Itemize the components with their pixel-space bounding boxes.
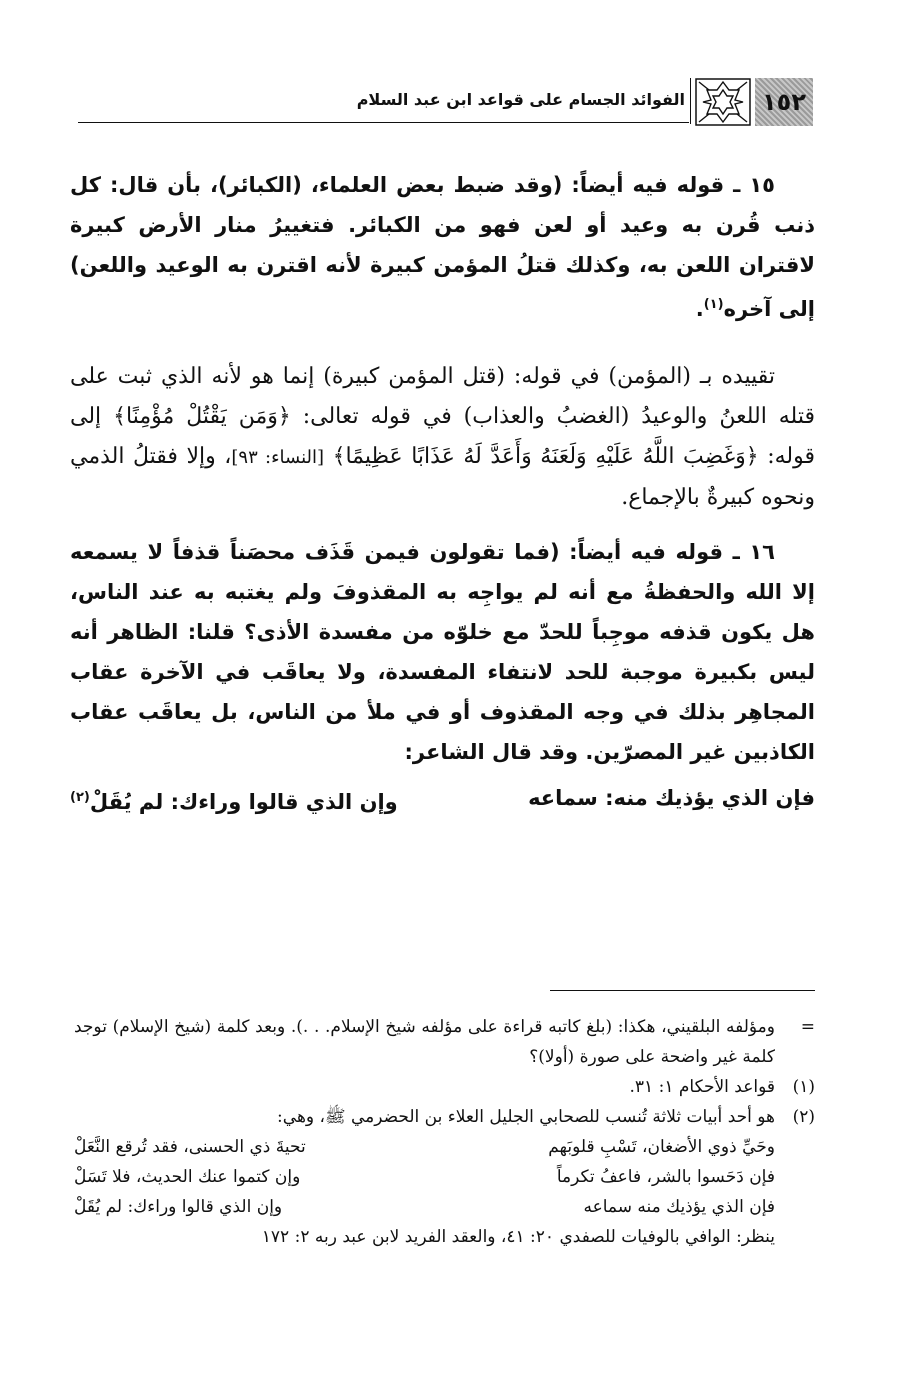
header-title: الفوائد الجسام على قواعد ابن عبد السلام bbox=[356, 90, 685, 109]
commentary-text: تقييده بـ (المؤمن) في قوله: (قتل المؤمن كبيرة) إنما هو لأنه الذي ثبت على قتله اللعنُ والوعيدُ (الغضبُ والعذاب) في قوله تعالى: ﴿وَمَن يَقْتُلْ مُؤْمِنًا﴾ إلى قوله: ﴿وَغَضِبَ اللَّهُ عَلَيْهِ وَلَعَنَهُ وَأَعَدَّ لَهُ عَذَابًا عَظِيمًا﴾ bbox=[70, 364, 815, 469]
footnote-separator bbox=[550, 990, 815, 991]
running-header bbox=[78, 78, 813, 128]
quran-reference: [النساء: ٩٣] bbox=[231, 447, 325, 468]
footnote-text: قواعد الأحكام ١: ٣١. bbox=[629, 1077, 775, 1097]
verse-left: تحيةَ ذي الحسنى، فقد تُرقع النَّعَلْ bbox=[74, 1137, 306, 1157]
footnote-source bbox=[74, 1222, 815, 1252]
verse-first-hemistich: فإن الذي يؤذيك منه: سماعه bbox=[528, 786, 815, 810]
footnote-ref-2: (٢) bbox=[70, 790, 90, 805]
commentary-end: ، وإلا فقتلُ الذمي ونحوه كبيرةٌ بالإجماع. bbox=[70, 444, 815, 510]
footnote-mark: = bbox=[800, 1017, 815, 1037]
footnote-text: هو أحد أبيات ثلاثة تُنسب للصحابي الجليل العلاء بن الحضرمي ﷺ، وهي: bbox=[277, 1107, 775, 1127]
footnote-verse bbox=[74, 1132, 815, 1162]
verse-second-hemistich bbox=[70, 778, 398, 822]
verse-right: وحَيِّ ذوي الأضغان، تَسْبِ قلوبَهم bbox=[548, 1137, 775, 1157]
verse-right: فإن الذي يؤذيك منه سماعه bbox=[583, 1197, 775, 1217]
verse-second-text: وإن الذي قالوا وراءك: لم يُقَلْ bbox=[89, 790, 398, 814]
commentary-paragraph bbox=[70, 357, 815, 518]
footnote-text: ومؤلفه البلقيني، هكذا: (بلغ كاتبه قراءة على مؤلفه شيخ الإسلام. . .). وبعد كلمة (شيخ الإسلام) توجد كلمة غير واضحة على صورة (أولا)؟ bbox=[74, 1017, 775, 1067]
footnote-source-text: ينظر: الوافي بالوفيات للصفدي ٢٠: ٤١، والعقد الفريد لابن عبد ربه ٢: ١٧٢ bbox=[261, 1227, 775, 1247]
paragraph-15-text: ١٥ ـ قوله فيه أيضاً: (وقد ضبط بعض العلماء، (الكبائر)، بأن قال: كل ذنب قُرن به وعيد أو لعن فهو من الكبائر. فتغييرُ منار الأرض كبيرة لاقتران اللعن به، وكذلك قتلُ المؤمن كبيرة لأنه اقترن به الوعيد واللعن) إلى آخره bbox=[70, 173, 815, 321]
header-rule bbox=[78, 122, 689, 123]
paragraph-15 bbox=[70, 165, 815, 329]
header-divider bbox=[690, 78, 691, 124]
poem-verse bbox=[70, 772, 815, 822]
footnote-1 bbox=[74, 1072, 815, 1102]
main-text bbox=[70, 165, 815, 822]
ornament-icon bbox=[695, 78, 751, 126]
footnote-mark: (٢) bbox=[792, 1107, 815, 1127]
verse-right: فإن دَحَسوا بالشر، فاعفُ تكرماً bbox=[556, 1167, 775, 1187]
page-number: ١٥٢ bbox=[755, 78, 813, 126]
footnote-continuation bbox=[74, 1012, 815, 1072]
verse-left: وإن كتموا عنك الحديث، فلا تَسَلْ bbox=[74, 1167, 301, 1187]
paragraph-15-end: . bbox=[695, 297, 704, 321]
footnotes bbox=[74, 1012, 815, 1252]
footnote-verse bbox=[74, 1162, 815, 1192]
footnote-verse bbox=[74, 1192, 815, 1222]
footnote-ref-1: (١) bbox=[703, 297, 724, 312]
paragraph-16: ١٦ ـ قوله فيه أيضاً: (فما تقولون فيمن قَذَف محصَناً قذفاً لا يسمعه إلا الله والحفظةُ مع أنه لم يواجِه به المقذوفَ ولم يغتبه به عند الناس، هل يكون قذفه موجِباً للحدّ مع خلوّه من مفسدة الأذى؟ قلنا: الظاهر أنه ليس بكبيرة موجبة للحد لانتفاء المفسدة، ولا يعاقَب في الآخرة عقاب المجاهِر بذلك في وجه المقذوف أو في ملأ من الناس، بل يعاقَب عقاب الكاذبين غير المصرّين. وقد قال الشاعر: bbox=[70, 540, 815, 764]
verse-left: وإن الذي قالوا وراءك: لم يُقَلْ bbox=[74, 1197, 283, 1217]
footnote-mark: (١) bbox=[792, 1077, 815, 1097]
footnote-2 bbox=[74, 1102, 815, 1132]
